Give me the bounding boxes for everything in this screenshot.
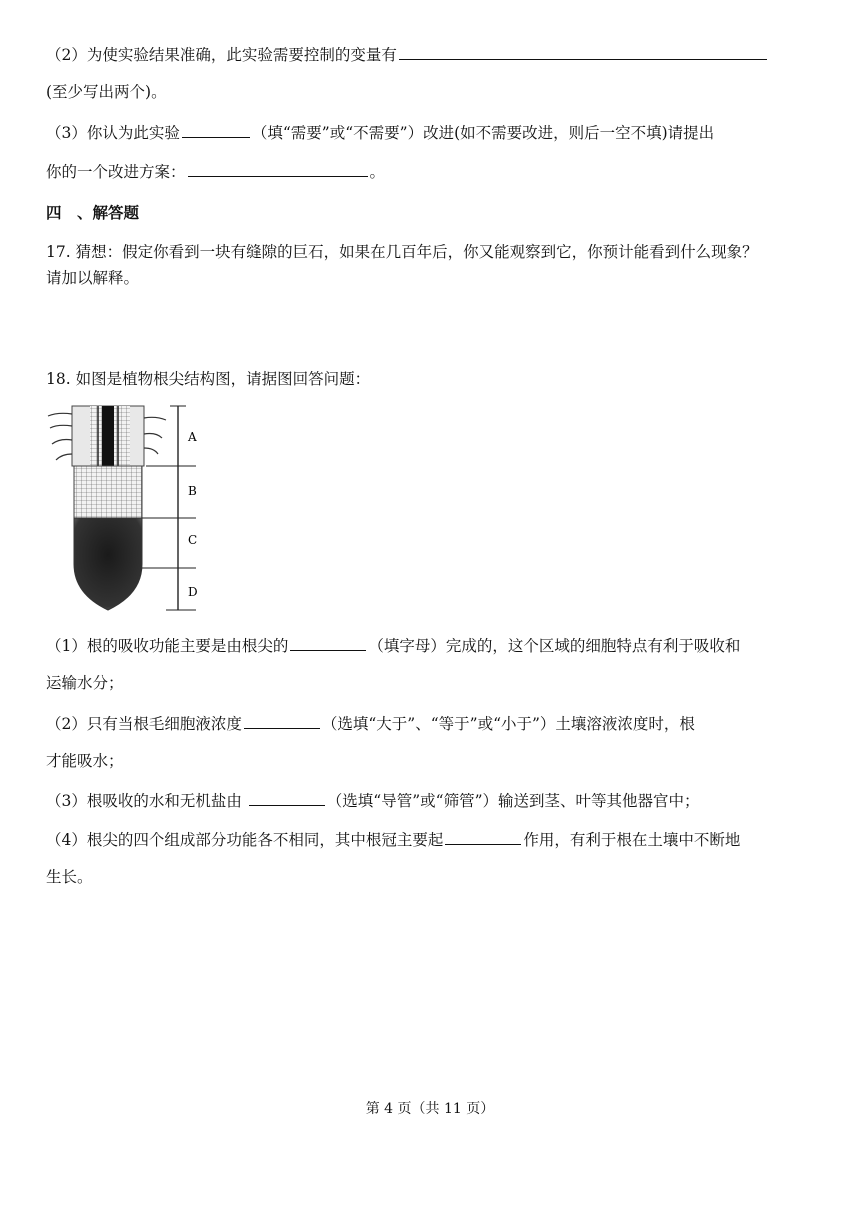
q16-part3-text-post: （填“需要”或“不需要”）改进(如不需要改进，则后一空不填)请提出 <box>251 124 715 142</box>
q18-sub2-text-post: （选填“大于”、“等于”或“小于”）土壤溶液浓度时，根 <box>321 715 695 733</box>
section-heading: 四 、解答题 <box>46 203 140 222</box>
answer-blank[interactable] <box>399 43 767 60</box>
q16-part2-line2: (至少写出两个)。 <box>46 83 167 101</box>
answer-blank[interactable] <box>244 712 320 729</box>
q18-sub3-text-pre: （3）根吸收的水和无机盐由 <box>46 792 247 810</box>
q18-sub1-text-post: （填字母）完成的，这个区域的细胞特点有利于吸收和 <box>368 637 741 655</box>
elongation-zone <box>74 466 142 518</box>
q18-sub1-text-pre: （1）根的吸收功能主要是由根尖的 <box>46 637 289 655</box>
answer-blank[interactable] <box>182 121 250 138</box>
q18-stem: 18. 如图是植物根尖结构图，请据图回答问题： <box>46 370 371 388</box>
answer-blank[interactable] <box>188 160 368 177</box>
root-tip-diagram <box>46 404 216 614</box>
page-footer: 第 4 页（共 11 页） <box>365 1101 495 1117</box>
q18-sub2-line1 <box>46 712 695 734</box>
q16-part2-text: （2）为使实验结果准确，此实验需要控制的变量有 <box>46 46 397 64</box>
q18-sub2-line2: 才能吸水； <box>46 752 124 770</box>
q18-sub2-text-pre: （2）只有当根毛细胞液浓度 <box>46 715 242 733</box>
q18-sub1-line1 <box>46 634 740 656</box>
q16-part3-line1 <box>46 121 714 143</box>
answer-blank[interactable] <box>290 634 366 651</box>
q17-line1: 17. 猜想：假定你看到一块有缝隙的巨石，如果在几百年后，你又能观察到它，你预计能看到什么现象？ <box>46 243 758 261</box>
label-a: A <box>188 430 197 444</box>
q16-part3-line2 <box>46 160 385 182</box>
q18-sub4-line2: 生长。 <box>46 868 93 886</box>
root-hair-zone <box>48 406 166 466</box>
q18-sub3-text-post: （选填“导管”或“筛管”）输送到茎、叶等其他器官中； <box>326 792 700 810</box>
meristem-and-cap <box>74 518 142 610</box>
label-d: D <box>188 585 198 599</box>
q17-line2: 请加以解释。 <box>46 269 140 287</box>
q18-sub4-line1 <box>46 828 740 850</box>
q16-part2-line1 <box>46 43 769 65</box>
q18-sub4-text-pre: （4）根尖的四个组成部分功能各不相同，其中根冠主要起 <box>46 831 444 849</box>
q18-sub1-line2: 运输水分； <box>46 674 124 692</box>
answer-blank[interactable] <box>445 828 521 845</box>
q16-part3b-text-pre: 你的一个改进方案： <box>46 163 186 181</box>
label-b: B <box>188 484 197 498</box>
q18-sub3-line <box>46 789 700 811</box>
label-c: C <box>188 533 198 547</box>
q16-part3b-text-post: 。 <box>369 163 386 181</box>
answer-blank[interactable] <box>249 789 325 806</box>
q16-part3-text-pre: （3）你认为此实验 <box>46 124 180 142</box>
q18-sub4-text-post: 作用，有利于根在土壤中不断地 <box>523 831 741 849</box>
